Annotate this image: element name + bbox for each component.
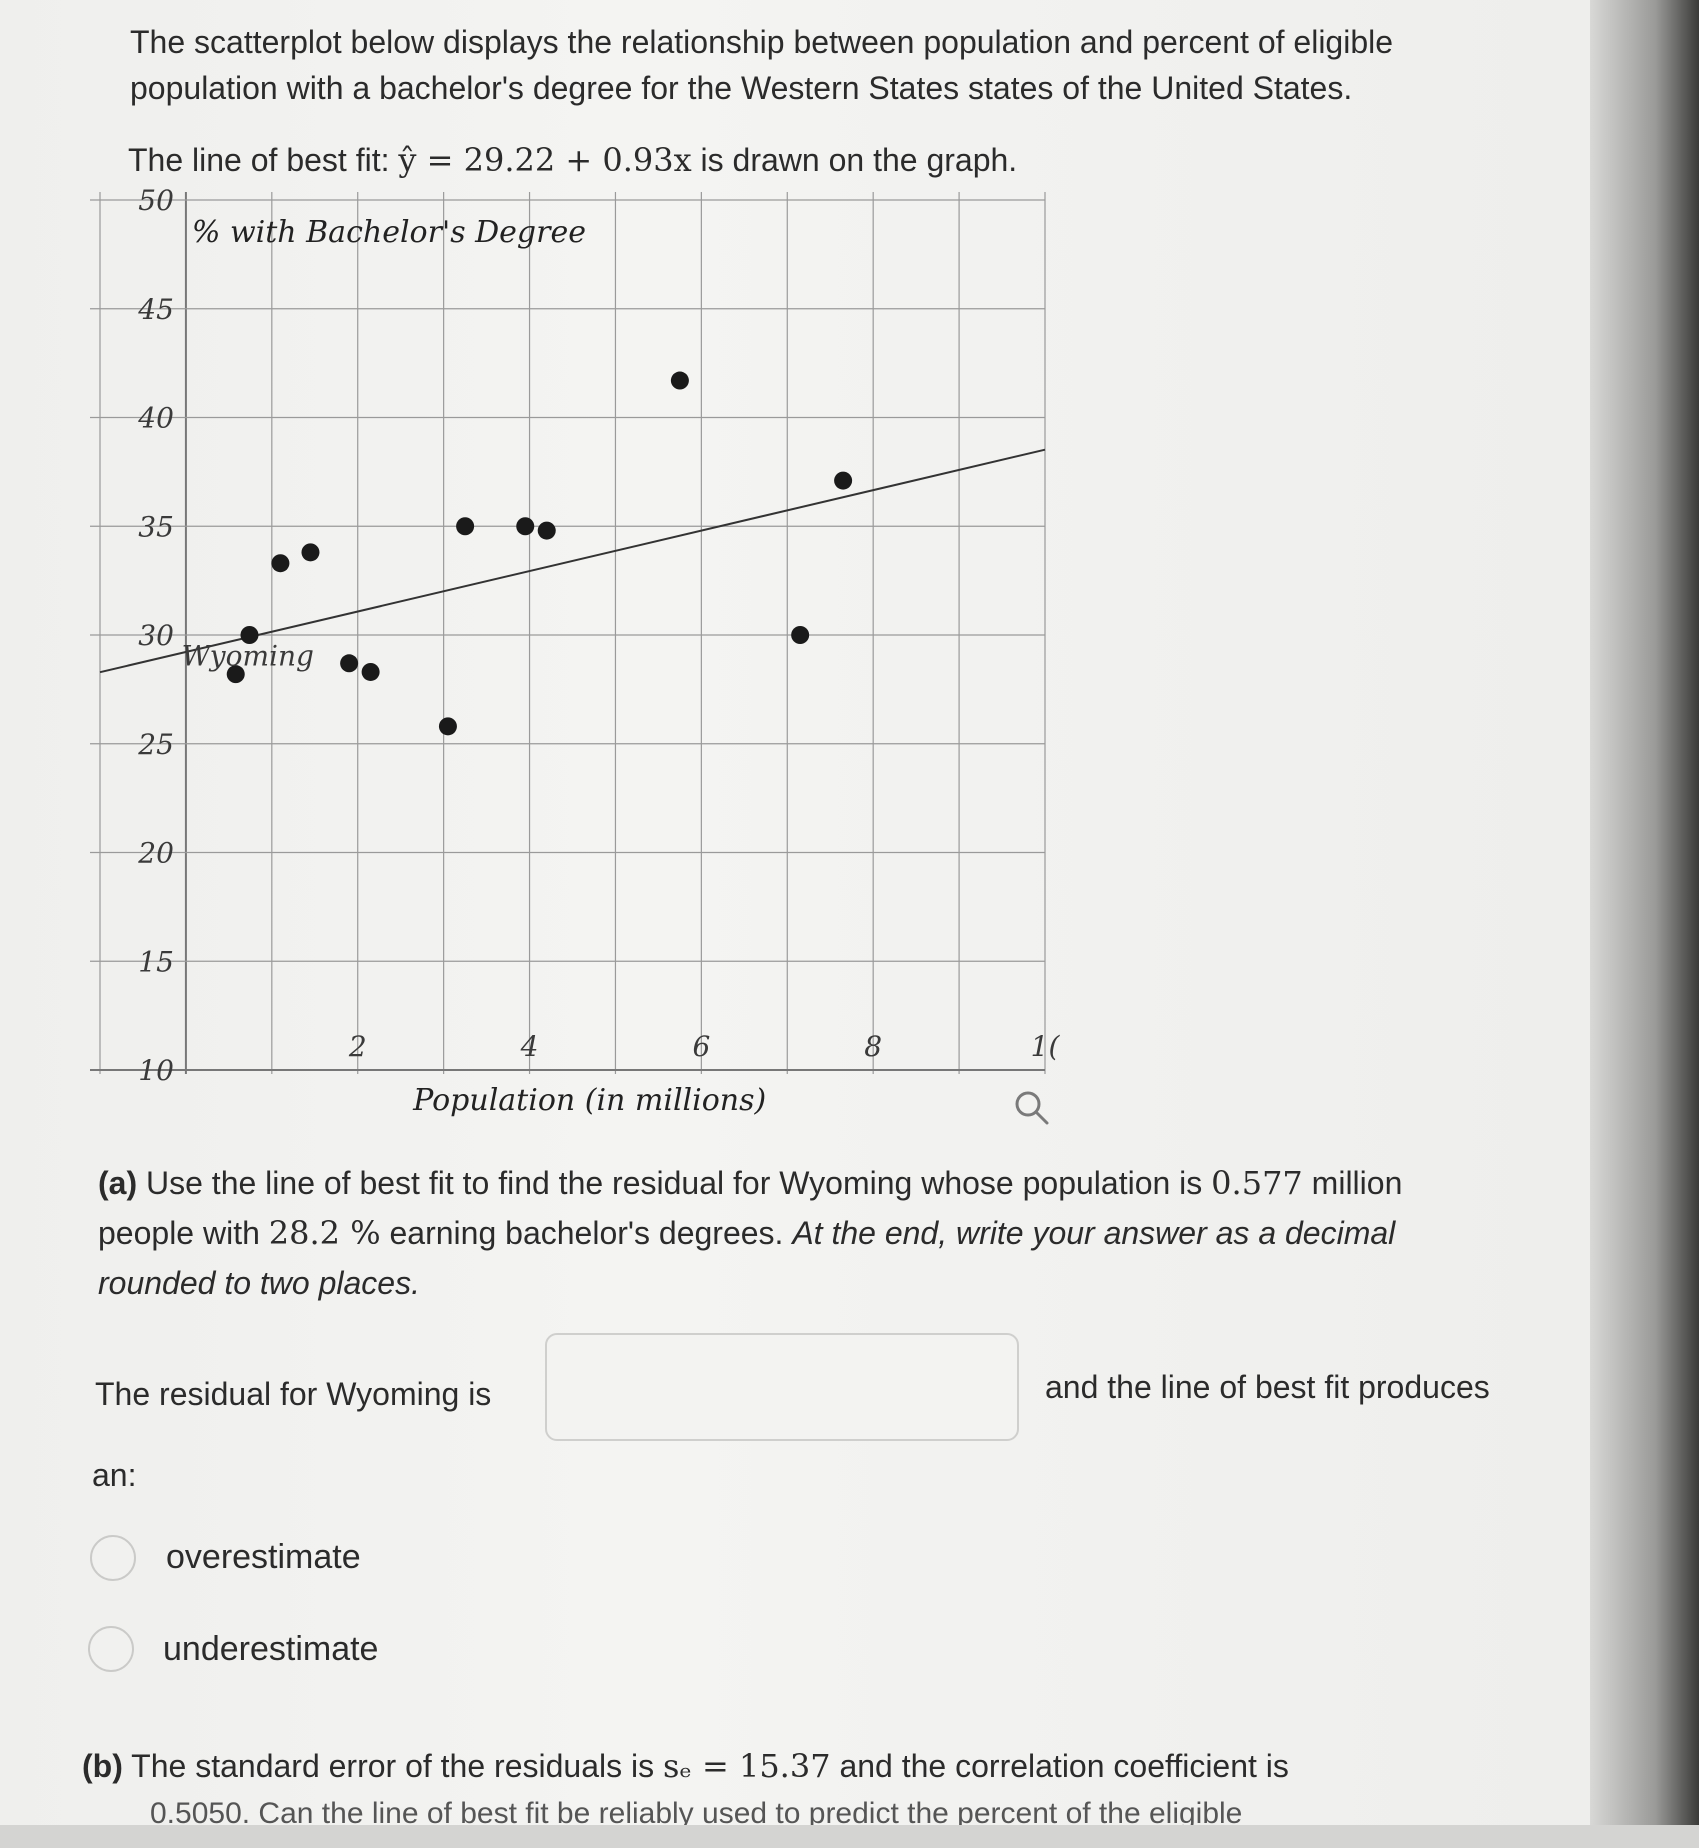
intro-line-2: population with a bachelor's degree for the Western States states of the United States. (130, 70, 1353, 106)
an-label: an: (92, 1457, 137, 1493)
part-b-text: The standard error of the residuals is (122, 1748, 663, 1784)
data-point (301, 543, 319, 561)
x-tick-label: 6 (692, 1030, 711, 1063)
radio-underestimate[interactable] (88, 1626, 134, 1672)
y-tick-label: 50 (138, 184, 174, 217)
data-point (362, 663, 380, 681)
screen-bottom-edge (0, 1825, 1699, 1848)
part-a-text-2-mid: earning bachelor's degrees. (380, 1215, 793, 1251)
part-b-cutoff-line (150, 1794, 1242, 1812)
part-b-label: (b) (82, 1748, 123, 1784)
part-a-instruction-2: rounded to two places. (98, 1265, 420, 1301)
y-tick-label: 10 (138, 1054, 174, 1087)
scatterplot (100, 184, 1060, 1120)
wyoming-population-value: 0.577 (1211, 1164, 1303, 1202)
x-tick-label: 4 (520, 1030, 539, 1063)
y-tick-label: 45 (138, 292, 174, 326)
intro-line-1: The scatterplot below displays the relationship between population and percent of eligible (130, 24, 1394, 60)
y-tick-label: 25 (138, 727, 174, 761)
part-a-label: (a) (98, 1165, 138, 1201)
part-b-line (82, 1746, 1289, 1786)
part-a-line-1 (98, 1163, 1402, 1203)
wyoming-percent-value: 28.2 % (268, 1214, 381, 1252)
radio-overestimate[interactable] (90, 1535, 136, 1581)
y-tick-label: 35 (138, 510, 174, 544)
best-fit-suffix: is drawn on the graph. (691, 142, 1018, 178)
data-point (516, 517, 534, 535)
part-b-text-2: and the correlation coefficient is (830, 1748, 1289, 1784)
photo-edge (1590, 0, 1699, 1848)
part-a-text-2: people with (98, 1215, 269, 1251)
y-tick-label: 20 (138, 836, 174, 870)
residual-answer-input[interactable] (545, 1333, 1019, 1441)
scatterplot-svg (100, 184, 1060, 1120)
y-axis-title: % with Bachelor's Degree (191, 215, 586, 250)
best-fit-statement (128, 140, 1017, 180)
data-point (340, 654, 358, 672)
residual-prompt: The residual for Wyoming is (95, 1376, 492, 1412)
standard-error-equation: sₑ = 15.37 (662, 1747, 831, 1785)
data-point (456, 517, 474, 535)
y-tick-label: 30 (138, 619, 174, 652)
data-point (538, 522, 556, 540)
x-axis-title: Population (in millions) (413, 1083, 767, 1118)
best-fit-prefix: The line of best fit: (128, 142, 399, 178)
wyoming-annotation: Wyoming (181, 639, 314, 673)
data-point (271, 554, 289, 572)
y-tick-label: 15 (138, 945, 174, 979)
part-a-line-2 (98, 1213, 1395, 1253)
residual-prompt-suffix: and the line of best fit produces (1045, 1369, 1490, 1405)
part-a-instruction-1: At the end, write your answer as a decimal (792, 1215, 1396, 1251)
part-a-text-1-end: million (1302, 1165, 1403, 1201)
data-point (671, 372, 689, 390)
x-tick-label: 8 (864, 1030, 883, 1063)
x-tick-label: 2 (348, 1030, 367, 1063)
data-point (834, 472, 852, 490)
data-point (791, 626, 809, 644)
search-icon[interactable] (1012, 1088, 1052, 1128)
option-overestimate-label[interactable]: overestimate (166, 1538, 361, 1576)
data-point (439, 717, 457, 735)
best-fit-equation: ŷ = 29.22 + 0.93x (398, 141, 692, 179)
y-tick-label: 40 (138, 401, 174, 435)
part-a-text-1: Use the line of best fit to find the residual for Wyoming whose population is (137, 1165, 1212, 1201)
option-underestimate-label[interactable]: underestimate (163, 1630, 379, 1668)
x-tick-label: 1( (1030, 1030, 1060, 1063)
